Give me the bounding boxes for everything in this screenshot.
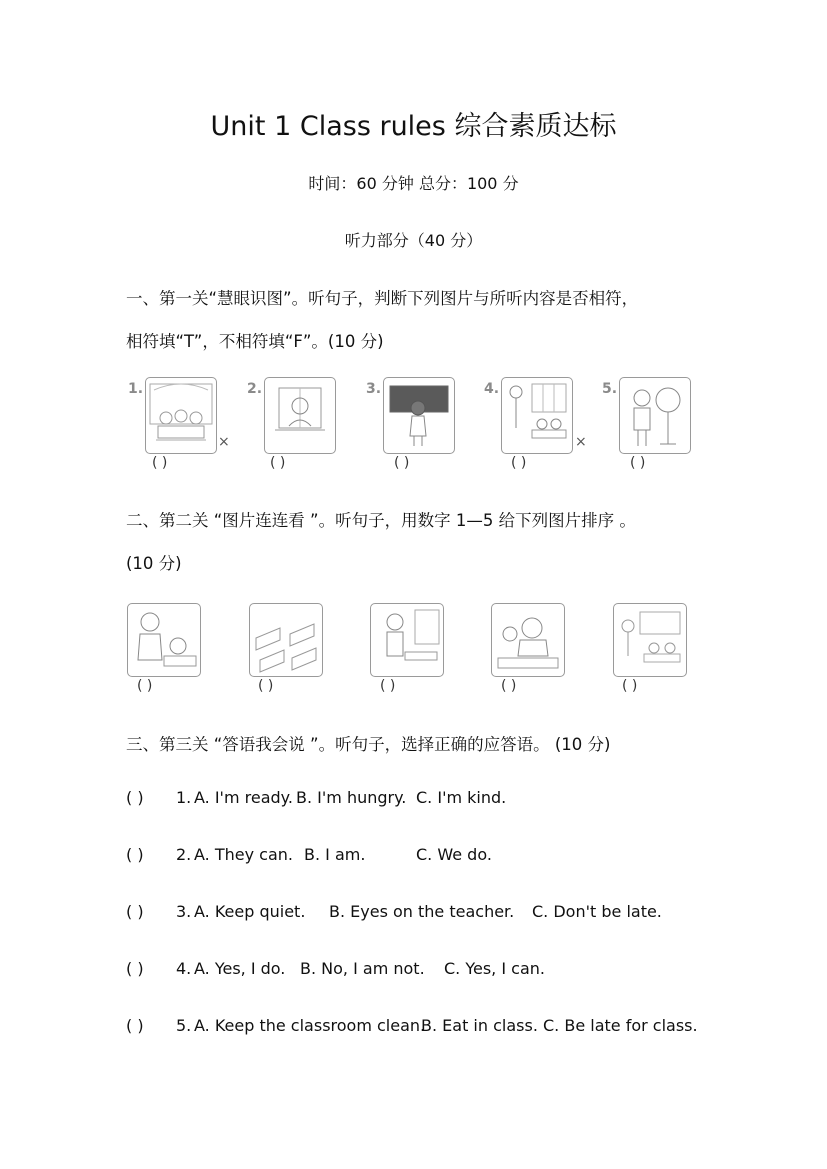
- part2-picture-4: [491, 603, 565, 677]
- part2-answer-blank-4[interactable]: ( ): [501, 678, 517, 694]
- option-a: A. They can.: [194, 845, 293, 864]
- question-number: 1.: [176, 788, 192, 807]
- option-c: C. We do.: [416, 845, 492, 864]
- part1-answer-blank-1[interactable]: ( ): [152, 455, 168, 471]
- question-number: 5.: [176, 1016, 192, 1035]
- part1-x-mark: ×: [218, 434, 230, 450]
- part1-picture-5: [619, 377, 691, 454]
- part1-item-number: 1.: [128, 381, 144, 397]
- answer-blank[interactable]: ( ): [126, 788, 144, 807]
- part1-item-number: 4.: [484, 381, 500, 397]
- question-number: 2.: [176, 845, 192, 864]
- option-a: A. Keep the classroom clean.: [194, 1016, 426, 1035]
- option-c: C. Don't be late.: [532, 902, 662, 921]
- part1-instruction-line2: 相符填“T”，不相符填“F”。(10 分): [126, 332, 384, 351]
- option-b: B. No, I am not.: [300, 959, 425, 978]
- option-c: C. Be late for class.: [543, 1016, 698, 1035]
- part3-instruction: 三、第三关 “答语我会说 ”。听句子，选择正确的应答语。 (10 分): [126, 735, 611, 754]
- part2-answer-blank-5[interactable]: ( ): [622, 678, 638, 694]
- part2-picture-5: [613, 603, 687, 677]
- question-number: 3.: [176, 902, 192, 921]
- part2-picture-3: [370, 603, 444, 677]
- part1-picture-3: [383, 377, 455, 454]
- part2-answer-blank-3[interactable]: ( ): [380, 678, 396, 694]
- answer-blank[interactable]: ( ): [126, 959, 144, 978]
- option-c: C. I'm kind.: [416, 788, 507, 807]
- part1-picture-1: [145, 377, 217, 454]
- part2-answer-blank-2[interactable]: ( ): [258, 678, 274, 694]
- part1-x-mark: ×: [575, 434, 587, 450]
- section-label: 听力部分（40 分）: [344, 231, 483, 250]
- part2-instruction-line1: 二、第二关 “图片连连看 ”。听句子，用数字 1—5 给下列图片排序 。: [126, 511, 636, 530]
- answer-blank[interactable]: ( ): [126, 845, 144, 864]
- answer-blank[interactable]: ( ): [126, 902, 144, 921]
- option-a: A. Yes, I do.: [194, 959, 286, 978]
- time-score: 时间：60 分钟 总分：100 分: [308, 174, 519, 193]
- option-a: A. I'm ready.: [194, 788, 293, 807]
- part1-instruction-line1: 一、第一关“慧眼识图”。听句子，判断下列图片与所听内容是否相符，: [126, 289, 639, 308]
- option-c: C. Yes, I can.: [444, 959, 545, 978]
- part2-answer-blank-1[interactable]: ( ): [137, 678, 153, 694]
- option-b: B. I'm hungry.: [296, 788, 407, 807]
- page-title: Unit 1 Class rules 综合素质达标: [210, 111, 617, 142]
- part1-item-number: 5.: [602, 381, 618, 397]
- part1-answer-blank-2[interactable]: ( ): [270, 455, 286, 471]
- answer-blank[interactable]: ( ): [126, 1016, 144, 1035]
- part1-answer-blank-4[interactable]: ( ): [511, 455, 527, 471]
- part1-picture-4: [501, 377, 573, 454]
- part2-picture-1: [127, 603, 201, 677]
- part1-answer-blank-5[interactable]: ( ): [630, 455, 646, 471]
- question-number: 4.: [176, 959, 192, 978]
- part2-instruction-line2: (10 分): [126, 554, 182, 573]
- part1-picture-2: [264, 377, 336, 454]
- option-b: B. Eat in class.: [421, 1016, 538, 1035]
- part2-picture-2: [249, 603, 323, 677]
- part1-item-number: 3.: [366, 381, 382, 397]
- part1-answer-blank-3[interactable]: ( ): [394, 455, 410, 471]
- option-b: B. Eyes on the teacher.: [329, 902, 515, 921]
- option-a: A. Keep quiet.: [194, 902, 306, 921]
- part1-item-number: 2.: [247, 381, 263, 397]
- option-b: B. I am.: [304, 845, 366, 864]
